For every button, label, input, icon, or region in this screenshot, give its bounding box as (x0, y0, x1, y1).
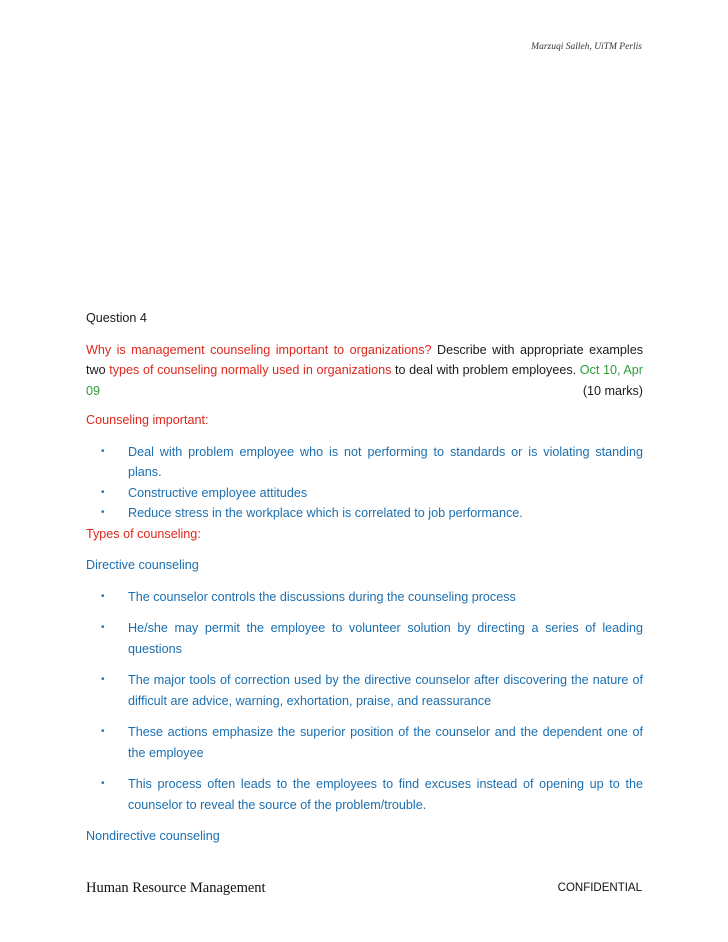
question-title: Question 4 (86, 311, 147, 325)
types-heading: Types of counseling: (86, 526, 201, 541)
bullet-icon: • (101, 622, 105, 633)
bullet-icon: • (101, 778, 105, 789)
question-part-3: types of counseling normally used in organizations (109, 363, 392, 377)
bullet-icon: • (101, 590, 105, 602)
importance-list (86, 442, 643, 524)
list-item: • These actions emphasize the superior position of the counselor and the dependent one of the employee (86, 722, 643, 763)
directive-list (86, 587, 643, 816)
list-item: • The counselor controls the discussions during the counseling process (86, 587, 643, 608)
question-part-4: to deal with problem employees. (391, 363, 580, 377)
directive-heading: Directive counseling (86, 558, 199, 572)
bullet-icon: • (101, 726, 105, 737)
nondirective-heading: Nondirective counseling (86, 829, 220, 843)
bullet-icon: • (101, 674, 105, 685)
question-text (86, 340, 643, 402)
list-item: • Constructive employee attitudes (86, 483, 643, 504)
bullet-icon: • (101, 507, 105, 518)
footer-title: Human Resource Management (86, 880, 266, 896)
footer-confidential: CONFIDENTIAL (557, 882, 642, 894)
question-part-2: Describe with appropriate examples two (86, 342, 643, 377)
content (86, 308, 643, 847)
importance-heading: Counseling important: (86, 413, 209, 427)
question-part-1: Why is management counseling important to organizations? (86, 342, 432, 357)
header-author: Marzuqi Salleh, UiTM Perlis (531, 42, 642, 52)
list-item: • The major tools of correction used by the directive counselor after discovering the nature of difficult are advice, warning, exhortation, praise, and reassurance (86, 670, 643, 711)
list-item: • Reduce stress in the workplace which is correlated to job performance. (86, 503, 643, 524)
list-item: • He/she may permit the employee to volunteer solution by directing a series of leading questions (86, 618, 643, 659)
question-dates: Oct 10, Apr 09 (86, 363, 643, 398)
bullet-icon: • (101, 486, 105, 498)
bullet-icon: • (101, 445, 105, 457)
list-item: • This process often leads to the employees to find excuses instead of opening up to the counselor to reveal the source of the problem/trouble. (86, 774, 643, 815)
list-item: • Deal with problem employee who is not performing to standards or is violating standing plans. (86, 442, 643, 483)
question-marks: (10 marks) (582, 383, 643, 398)
